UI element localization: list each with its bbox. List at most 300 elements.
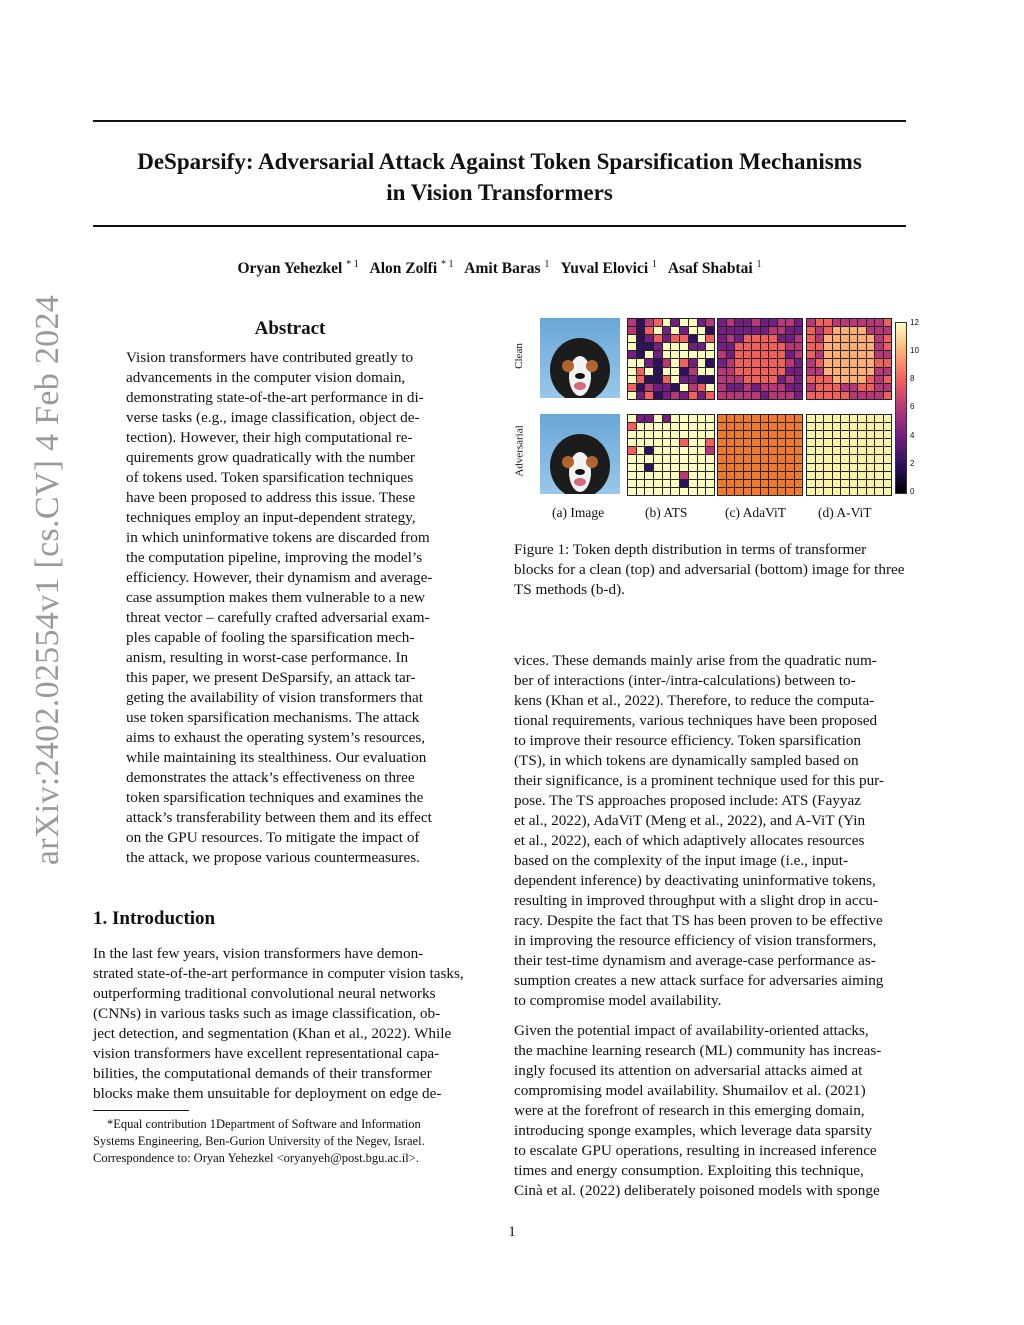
heatmap-cell bbox=[769, 488, 777, 495]
heatmap-cell bbox=[735, 343, 743, 350]
heatmap-cell bbox=[698, 472, 706, 479]
heatmap-cell bbox=[744, 423, 752, 430]
heatmap-cell bbox=[795, 480, 803, 487]
heatmap-cell bbox=[718, 415, 726, 422]
heatmap-cell bbox=[769, 415, 777, 422]
heatmap-cell bbox=[637, 472, 645, 479]
heatmap-cell bbox=[654, 447, 662, 454]
heatmap-cell bbox=[706, 384, 714, 391]
heatmap-cell bbox=[654, 319, 662, 326]
heatmap-cell bbox=[884, 343, 892, 350]
heatmap-cell bbox=[841, 431, 849, 438]
heatmap-cell bbox=[778, 488, 786, 495]
heatmap-cell bbox=[833, 415, 841, 422]
sublabel-adavit: (c) AdaViT bbox=[725, 505, 787, 520]
heatmap-cell bbox=[637, 351, 645, 358]
heatmap-cell bbox=[769, 423, 777, 430]
heatmap-cell bbox=[761, 423, 769, 430]
heatmap-cell bbox=[735, 359, 743, 366]
heatmap-cell bbox=[706, 455, 714, 462]
heatmap-cell bbox=[744, 351, 752, 358]
heatmap-cell bbox=[807, 447, 815, 454]
heatmap-cell bbox=[727, 464, 735, 471]
heatmap-cell bbox=[727, 439, 735, 446]
heatmap-cell bbox=[850, 335, 858, 342]
abstract-line: tection). However, their high computational re- bbox=[126, 429, 413, 446]
heatmap-cell bbox=[645, 431, 653, 438]
heatmap-cell bbox=[698, 447, 706, 454]
heatmap-cell bbox=[698, 359, 706, 366]
heatmap-cell bbox=[645, 319, 653, 326]
heatmap-cell bbox=[850, 439, 858, 446]
heatmap-cell bbox=[795, 368, 803, 375]
heatmap-cell bbox=[824, 431, 832, 438]
heatmap-cell bbox=[795, 455, 803, 462]
heatmap-cell bbox=[663, 359, 671, 366]
heatmap-cell bbox=[778, 327, 786, 334]
heatmap-cell bbox=[744, 447, 752, 454]
heatmap-cell bbox=[884, 359, 892, 366]
heatmap-cell bbox=[807, 343, 815, 350]
heatmap-cell bbox=[850, 455, 858, 462]
heatmap-cell bbox=[637, 376, 645, 383]
abstract-line: token sparsification techniques and examines the bbox=[126, 789, 424, 806]
heatmap-cell bbox=[786, 368, 794, 375]
heatmap-cell bbox=[645, 447, 653, 454]
intro-left-paragraph bbox=[93, 944, 488, 1104]
heatmap-cell bbox=[807, 431, 815, 438]
heatmap-cell bbox=[663, 351, 671, 358]
heatmap-cell bbox=[841, 319, 849, 326]
heatmap-cell bbox=[689, 359, 697, 366]
heatmap-cell bbox=[795, 384, 803, 391]
heatmap-cell bbox=[850, 327, 858, 334]
abstract-line: in which uninformative tokens are discarded from bbox=[126, 529, 430, 546]
heatmap-cell bbox=[884, 368, 892, 375]
heatmap-cell bbox=[735, 351, 743, 358]
intro-line: were at the forefront of research in this emerging domain, bbox=[514, 1102, 865, 1119]
heatmap-cell bbox=[841, 472, 849, 479]
heatmap-cell bbox=[858, 359, 866, 366]
heatmap-cell bbox=[769, 335, 777, 342]
footnote-line: *Equal contribution 1Department of Software and Information bbox=[107, 1117, 421, 1131]
heatmap-cell bbox=[689, 431, 697, 438]
heatmap-cell bbox=[735, 319, 743, 326]
heatmap-cell bbox=[752, 423, 760, 430]
heatmap-cell bbox=[841, 439, 849, 446]
heatmap-cell bbox=[654, 359, 662, 366]
heatmap-cell bbox=[807, 439, 815, 446]
heatmap-cell bbox=[744, 488, 752, 495]
heatmap-cell bbox=[778, 415, 786, 422]
heatmap-cell bbox=[841, 335, 849, 342]
heatmap-cell bbox=[850, 368, 858, 375]
heatmap-cell bbox=[875, 431, 883, 438]
heatmap-cell bbox=[637, 447, 645, 454]
heatmap-cell bbox=[858, 327, 866, 334]
heatmap-cell bbox=[663, 439, 671, 446]
intro-line: (CNNs) in various tasks such as image classification, ob- bbox=[93, 1005, 441, 1022]
heatmap-adavit-clean bbox=[717, 318, 803, 400]
heatmap-cell bbox=[795, 423, 803, 430]
heatmap-cell bbox=[875, 368, 883, 375]
heatmap-cell bbox=[628, 319, 636, 326]
abstract-line: demonstrating state-of-the-art performance in di- bbox=[126, 389, 424, 406]
heatmap-cell bbox=[671, 335, 679, 342]
sublabel-image: (a) Image bbox=[552, 505, 605, 520]
heatmap-cell bbox=[645, 488, 653, 495]
heatmap-cell bbox=[663, 319, 671, 326]
heatmap-cell bbox=[850, 319, 858, 326]
heatmap-cell bbox=[841, 392, 849, 399]
heatmap-cell bbox=[718, 359, 726, 366]
heatmap-cell bbox=[718, 488, 726, 495]
heatmap-cell bbox=[778, 335, 786, 342]
heatmap-cell bbox=[706, 392, 714, 399]
heatmap-cell bbox=[680, 431, 688, 438]
heatmap-cell bbox=[654, 464, 662, 471]
heatmap-cell bbox=[654, 439, 662, 446]
heatmap-cell bbox=[689, 319, 697, 326]
heatmap-cell bbox=[671, 431, 679, 438]
heatmap-cell bbox=[706, 319, 714, 326]
heatmap-cell bbox=[807, 376, 815, 383]
heatmap-cell bbox=[706, 464, 714, 471]
heatmap-cell bbox=[833, 488, 841, 495]
heatmap-cell bbox=[671, 480, 679, 487]
heatmap-cell bbox=[654, 327, 662, 334]
heatmap-cell bbox=[698, 431, 706, 438]
heatmap-cell bbox=[628, 351, 636, 358]
heatmap-cell bbox=[689, 384, 697, 391]
heatmap-cell bbox=[654, 351, 662, 358]
colorbar-tick: 6 bbox=[910, 402, 915, 411]
heatmap-cell bbox=[698, 439, 706, 446]
heatmap-cell bbox=[689, 447, 697, 454]
heatmap-cell bbox=[807, 392, 815, 399]
heatmap-cell bbox=[761, 431, 769, 438]
heatmap-cell bbox=[824, 359, 832, 366]
heatmap-cell bbox=[718, 384, 726, 391]
heatmap-cell bbox=[654, 376, 662, 383]
heatmap-cell bbox=[875, 464, 883, 471]
heatmap-cell bbox=[689, 455, 697, 462]
heatmap-cell bbox=[786, 439, 794, 446]
heatmap-cell bbox=[884, 384, 892, 391]
heatmap-cell bbox=[786, 343, 794, 350]
heatmap-cell bbox=[816, 359, 824, 366]
heatmap-cell bbox=[841, 327, 849, 334]
arxiv-id-text: arXiv:2402.02554v1 [cs.CV] 4 Feb 2024 bbox=[29, 294, 66, 866]
heatmap-cell bbox=[875, 384, 883, 391]
heatmap-cell bbox=[786, 464, 794, 471]
heatmap-cell bbox=[867, 351, 875, 358]
heatmap-cell bbox=[663, 335, 671, 342]
heatmap-cell bbox=[671, 368, 679, 375]
heatmap-cell bbox=[706, 415, 714, 422]
heatmap-cell bbox=[833, 359, 841, 366]
intro-line: introducing sponge examples, which leverage data sparsity bbox=[514, 1122, 873, 1139]
heatmap-cell bbox=[706, 327, 714, 334]
heatmap-cell bbox=[735, 472, 743, 479]
adversarial-dog-image bbox=[540, 414, 620, 494]
heatmap-cell bbox=[727, 351, 735, 358]
heatmap-cell bbox=[807, 464, 815, 471]
intro-line: resulting in improved throughput with a slight drop in accu- bbox=[514, 892, 879, 909]
heatmap-cell bbox=[680, 376, 688, 383]
heatmap-cell bbox=[769, 480, 777, 487]
heatmap-cell bbox=[654, 368, 662, 375]
heatmap-cell bbox=[786, 455, 794, 462]
heatmap-cell bbox=[884, 423, 892, 430]
heatmap-cell bbox=[761, 384, 769, 391]
heatmap-cell bbox=[778, 464, 786, 471]
heatmap-cell bbox=[833, 423, 841, 430]
heatmap-cell bbox=[769, 343, 777, 350]
heatmap-cell bbox=[671, 376, 679, 383]
heatmap-cell bbox=[795, 464, 803, 471]
heatmap-cell bbox=[841, 480, 849, 487]
intro-line: blocks make them unsuitable for deployment on edge de- bbox=[93, 1085, 442, 1102]
heatmap-cell bbox=[752, 368, 760, 375]
heatmap-cell bbox=[858, 439, 866, 446]
heatmap-cell bbox=[663, 480, 671, 487]
heatmap-cell bbox=[645, 464, 653, 471]
heatmap-cell bbox=[628, 439, 636, 446]
heatmap-cell bbox=[824, 351, 832, 358]
heatmap-cell bbox=[645, 439, 653, 446]
heatmap-cell bbox=[761, 415, 769, 422]
heatmap-cell bbox=[752, 447, 760, 454]
heatmap-cell bbox=[706, 368, 714, 375]
sublabel-ats: (b) ATS bbox=[645, 505, 688, 520]
heatmap-cell bbox=[671, 464, 679, 471]
heatmap-cell bbox=[769, 392, 777, 399]
heatmap-cell bbox=[850, 359, 858, 366]
heatmap-cell bbox=[761, 335, 769, 342]
heatmap-cell bbox=[786, 327, 794, 334]
heatmap-cell bbox=[875, 376, 883, 383]
heatmap-cell bbox=[689, 351, 697, 358]
intro-line: et al., 2022), AdaViT (Meng et al., 2022), and A-ViT (Yin bbox=[514, 812, 866, 829]
heatmap-cell bbox=[752, 392, 760, 399]
heatmap-cell bbox=[718, 335, 726, 342]
heatmap-cell bbox=[663, 431, 671, 438]
heatmap-cell bbox=[689, 439, 697, 446]
heatmap-cell bbox=[698, 351, 706, 358]
heatmap-cell bbox=[698, 319, 706, 326]
intro-line: to improve their resource efficiency. Token sparsification bbox=[514, 732, 861, 749]
heatmap-cell bbox=[858, 415, 866, 422]
paper-title bbox=[93, 146, 906, 208]
heatmap-cell bbox=[833, 431, 841, 438]
abstract-line: advancements in the computer vision domain, bbox=[126, 369, 406, 386]
heatmap-cell bbox=[786, 431, 794, 438]
heatmap-cell bbox=[735, 368, 743, 375]
heatmap-cell bbox=[884, 376, 892, 383]
heatmap-cell bbox=[645, 327, 653, 334]
intro-line: based on the complexity of the input image (i.e., input- bbox=[514, 852, 849, 869]
heatmap-cell bbox=[680, 392, 688, 399]
heatmap-cell bbox=[735, 431, 743, 438]
heatmap-cell bbox=[786, 447, 794, 454]
heatmap-cell bbox=[884, 488, 892, 495]
heatmap-cell bbox=[824, 447, 832, 454]
heatmap-cell bbox=[816, 415, 824, 422]
intro-line: sumption creates a new attack surface for adversaries aiming bbox=[514, 972, 884, 989]
heatmap-cell bbox=[875, 455, 883, 462]
heatmap-cell bbox=[786, 351, 794, 358]
heatmap-cell bbox=[680, 327, 688, 334]
intro-line: tional requirements, various techniques have been proposed bbox=[514, 712, 878, 729]
heatmap-cell bbox=[698, 376, 706, 383]
footnote-rule bbox=[93, 1110, 189, 1111]
heatmap-cell bbox=[807, 319, 815, 326]
heatmap-cell bbox=[744, 343, 752, 350]
heatmap-cell bbox=[735, 455, 743, 462]
heatmap-cell bbox=[680, 351, 688, 358]
author-list bbox=[93, 259, 906, 278]
heatmap-cell bbox=[645, 384, 653, 391]
heatmap-cell bbox=[637, 455, 645, 462]
heatmap-cell bbox=[698, 335, 706, 342]
abstract-line: demonstrates the attack’s effectiveness on three bbox=[126, 769, 415, 786]
heatmap-cell bbox=[786, 488, 794, 495]
heatmap-cell bbox=[833, 351, 841, 358]
intro-line: compromising model availability. Shumailov et al. (2021) bbox=[514, 1082, 866, 1099]
heatmap-cell bbox=[761, 447, 769, 454]
heatmap-cell bbox=[867, 392, 875, 399]
heatmap-cell bbox=[816, 480, 824, 487]
abstract-line: attack’s transferability between them and its effect bbox=[126, 809, 432, 826]
clean-dog-image bbox=[540, 318, 620, 398]
heatmap-cell bbox=[680, 488, 688, 495]
colorbar bbox=[895, 322, 907, 494]
heatmap-cell bbox=[761, 359, 769, 366]
heatmap-cell bbox=[786, 376, 794, 383]
heatmap-cell bbox=[654, 480, 662, 487]
heatmap-cell bbox=[752, 455, 760, 462]
heatmap-cell bbox=[663, 384, 671, 391]
heatmap-cell bbox=[858, 480, 866, 487]
heatmap-cell bbox=[689, 415, 697, 422]
heatmap-cell bbox=[645, 455, 653, 462]
heatmap-cell bbox=[663, 423, 671, 430]
abstract-line: of tokens used. Token sparsification techniques bbox=[126, 469, 414, 486]
heatmap-cell bbox=[628, 343, 636, 350]
heatmap-cell bbox=[718, 455, 726, 462]
heatmap-cell bbox=[867, 327, 875, 334]
heatmap-cell bbox=[833, 376, 841, 383]
heatmap-cell bbox=[761, 472, 769, 479]
heatmap-cell bbox=[654, 415, 662, 422]
heatmap-cell bbox=[727, 447, 735, 454]
heatmap-cell bbox=[761, 368, 769, 375]
heatmap-cell bbox=[841, 464, 849, 471]
heatmap-cell bbox=[689, 472, 697, 479]
heatmap-cell bbox=[807, 480, 815, 487]
heatmap-cell bbox=[858, 488, 866, 495]
title-line-1: DeSparsify: Adversarial Attack Against Token Sparsification Mechanisms bbox=[137, 149, 862, 174]
heatmap-cell bbox=[698, 480, 706, 487]
heatmap-cell bbox=[761, 392, 769, 399]
heatmap-cell bbox=[833, 335, 841, 342]
intro-right-paragraph-2 bbox=[514, 1021, 907, 1201]
heatmap-cell bbox=[671, 423, 679, 430]
heatmap-cell bbox=[807, 455, 815, 462]
title-top-rule bbox=[93, 120, 906, 122]
heatmap-cell bbox=[795, 335, 803, 342]
heatmap-cell bbox=[786, 319, 794, 326]
heatmap-cell bbox=[637, 368, 645, 375]
heatmap-cell bbox=[718, 431, 726, 438]
heatmap-cell bbox=[654, 392, 662, 399]
heatmap-cell bbox=[727, 423, 735, 430]
abstract-heading: Abstract bbox=[254, 318, 326, 339]
abstract-line: verse tasks (e.g., image classification, object de- bbox=[126, 409, 420, 426]
intro-line: outperforming traditional convolutional neural networks bbox=[93, 985, 436, 1002]
heatmap-cell bbox=[727, 472, 735, 479]
heatmap-cell bbox=[752, 359, 760, 366]
heatmap-cell bbox=[833, 384, 841, 391]
heatmap-cell bbox=[850, 447, 858, 454]
heatmap-ats-adversarial bbox=[627, 414, 715, 496]
heatmap-cell bbox=[833, 327, 841, 334]
abstract-line: while maintaining its stealthiness. Our evaluation bbox=[126, 749, 427, 766]
heatmap-cell bbox=[841, 447, 849, 454]
heatmap-cell bbox=[637, 392, 645, 399]
heatmap-cell bbox=[671, 392, 679, 399]
heatmap-cell bbox=[816, 439, 824, 446]
heatmap-avit-adversarial bbox=[806, 414, 892, 496]
heatmap-cell bbox=[680, 447, 688, 454]
heatmap-cell bbox=[628, 464, 636, 471]
arxiv-side-label bbox=[18, 210, 78, 950]
heatmap-cell bbox=[718, 472, 726, 479]
footnote bbox=[93, 1116, 488, 1167]
heatmap-cell bbox=[735, 464, 743, 471]
heatmap-cell bbox=[858, 319, 866, 326]
heatmap-cell bbox=[628, 423, 636, 430]
heatmap-cell bbox=[850, 376, 858, 383]
heatmap-cell bbox=[706, 376, 714, 383]
heatmap-cell bbox=[841, 376, 849, 383]
colorbar-tick: 2 bbox=[910, 459, 915, 468]
heatmap-cell bbox=[778, 376, 786, 383]
intro-line: to escalate GPU operations, resulting in increased inference bbox=[514, 1142, 877, 1159]
heatmap-cell bbox=[778, 472, 786, 479]
heatmap-cell bbox=[761, 439, 769, 446]
heatmap-cell bbox=[689, 480, 697, 487]
page-number: 1 bbox=[508, 1224, 516, 1240]
author: Alon Zolfi $^{* 1}$ bbox=[369, 259, 454, 278]
heatmap-cell bbox=[884, 439, 892, 446]
heatmap-cell bbox=[744, 472, 752, 479]
heatmap-cell bbox=[867, 455, 875, 462]
heatmap-cell bbox=[824, 368, 832, 375]
heatmap-cell bbox=[807, 368, 815, 375]
heatmap-cell bbox=[875, 335, 883, 342]
heatmap-cell bbox=[637, 464, 645, 471]
heatmap-cell bbox=[671, 327, 679, 334]
heatmap-cell bbox=[663, 447, 671, 454]
heatmap-cell bbox=[795, 439, 803, 446]
heatmap-cell bbox=[807, 327, 815, 334]
heatmap-cell bbox=[680, 384, 688, 391]
heatmap-cell bbox=[824, 335, 832, 342]
heatmap-cell bbox=[727, 455, 735, 462]
intro-line: ber of interactions (inter-/intra-calculations) between to- bbox=[514, 672, 856, 689]
